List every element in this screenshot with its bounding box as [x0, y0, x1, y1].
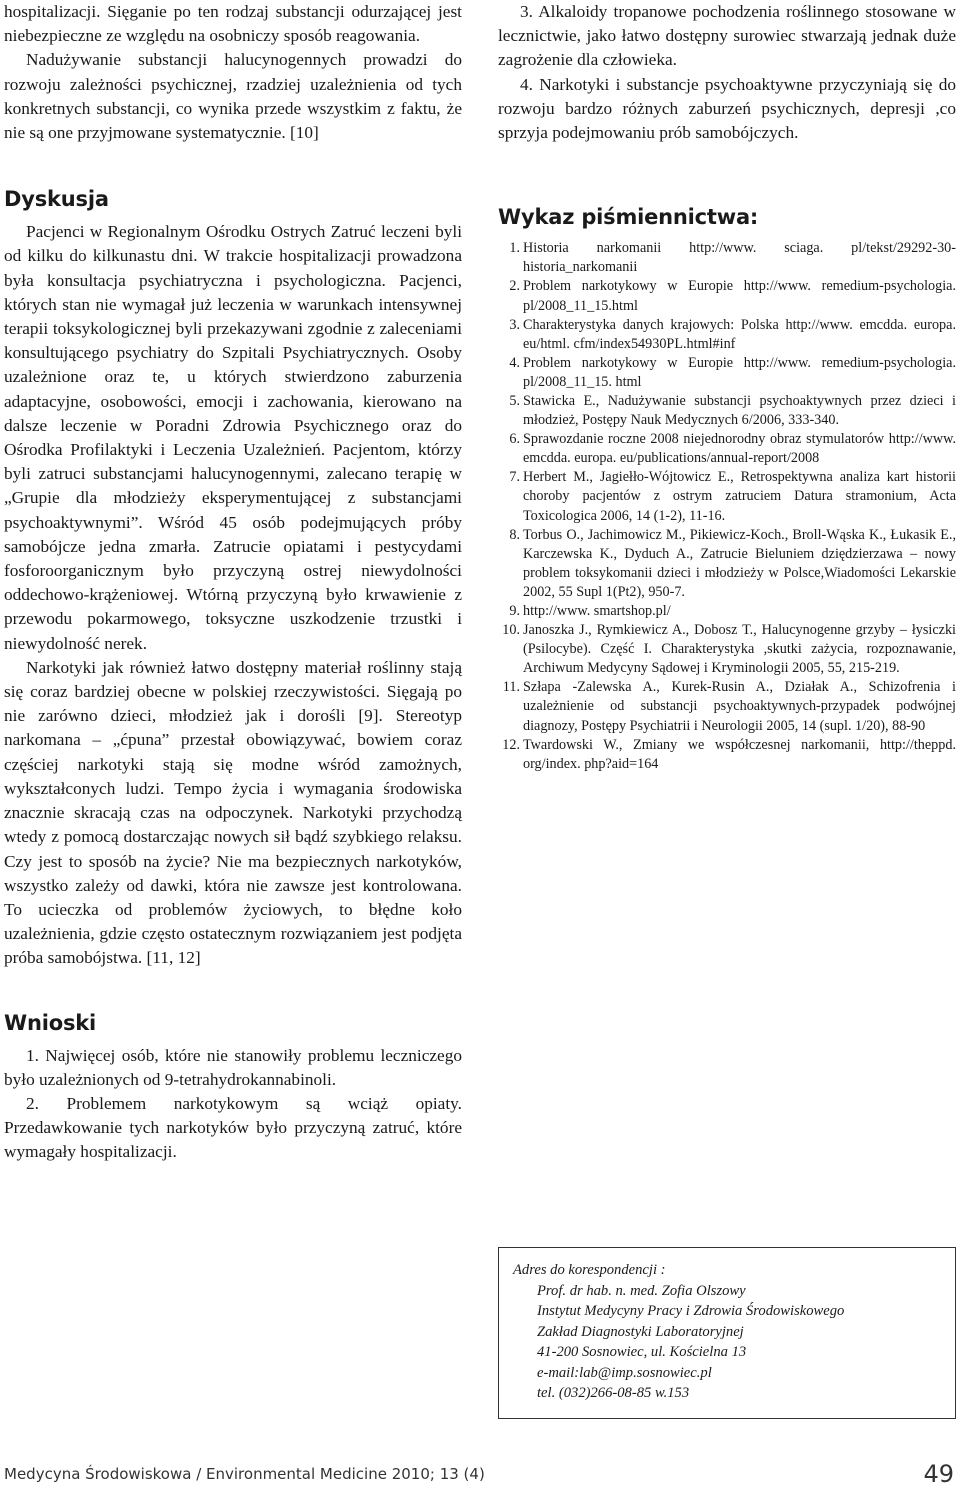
- page-number: 49: [923, 1460, 954, 1488]
- reference-item: [498, 354, 956, 392]
- correspondence-name: Prof. dr hab. n. med. Zofia Olszowy: [537, 1282, 746, 1299]
- reference-text: Szłapa -Zalewska A., Kurek-Rusin A., Działak A., Schizofrenia i uzależnienie od substancji psychoaktywnych-przypadek podwójnej diagnozy, Postępy Psychiatrii i Neurologii 2005, 14 (supl. 1/20), 88-90: [523, 679, 956, 734]
- reference-number: 12.: [502, 736, 520, 753]
- reference-text: Historia narkomanii http://www. sciaga. pl/tekst/29292-30-historia_narkomanii: [523, 240, 956, 276]
- reference-text: Sprawozdanie roczne 2008 niejednorodny obraz stymulatorów http://www. emcdda. europa. eu/publications/annual-report/2008: [523, 431, 956, 467]
- reference-item: [498, 736, 956, 774]
- reference-number: 2.: [509, 278, 520, 295]
- reference-item: [498, 392, 956, 430]
- reference-text: Janoszka J., Rymkiewicz A., Dobosz T., Halucynogenne grzyby – łysiczki (Psilocybe). Część I. Charakterystyka ,skutki zażycia, rozpoznawanie, Archiwum Medycyny Sądowej i Kryminologii 2005, 55, 215-219.: [523, 622, 956, 677]
- correspondence-phone: tel. (032)266-08-85 w.153: [537, 1385, 690, 1401]
- reference-number: 11.: [502, 679, 520, 696]
- reference-number: 8.: [509, 526, 520, 543]
- reference-number: 10.: [502, 622, 520, 639]
- reference-text: Twardowski W., Zmiany we współczesnej narkomanii, http://theppd. org/index. php?aid=164: [523, 736, 956, 772]
- journal-footer: Medycyna Środowiskowa / Environmental Medicine 2010; 13 (4): [4, 1465, 485, 1483]
- left-column: [4, 0, 462, 1165]
- reference-item: [498, 277, 956, 315]
- conclusions-heading: Wnioski: [4, 1010, 97, 1035]
- correspondence-department: Zakład Diagnostyki Laboratoryjnej: [537, 1323, 744, 1340]
- reference-item: [498, 678, 956, 735]
- reference-number: 5.: [509, 392, 520, 409]
- reference-item: [498, 526, 956, 602]
- reference-text: http://www. smartshop.pl/: [523, 603, 671, 619]
- reference-number: 9.: [509, 603, 520, 619]
- reference-item: [498, 468, 956, 525]
- conclusion-2: 2. Problemem narkotykowym są wciąż opiaty. Przedawkowanie tych narkotyków było przyczyną zatruć, które wymagały hospitalizacji.: [4, 1093, 462, 1162]
- reference-number: 3.: [509, 316, 520, 333]
- reference-text: Stawicka E., Nadużywanie substancji psychoaktywnych przez dzieci i młodzież, Postępy Nauk Medycznych 6/2006, 333-340.: [523, 392, 956, 429]
- reference-item: [498, 430, 956, 468]
- reference-number: 6.: [509, 431, 520, 448]
- correspondence-address: 41-200 Sosnowiec, ul. Kościelna 13: [537, 1344, 747, 1360]
- discussion-heading: Dyskusja: [4, 187, 109, 212]
- reference-item: [498, 316, 956, 354]
- intro-paragraph-2: Nadużywanie substancji halucynogennych prowadzi do rozwoju zależności psychicznej, rzadziej uzależnienia od tych konkretnych substancji, co wynika przede wszystkim z faktu, że nie są one przyjmowane systematycznie. [10]: [4, 50, 462, 143]
- references-list: [498, 239, 956, 774]
- correspondence-institute: Instytut Medycyny Pracy i Zdrowia Środowiskowego: [537, 1303, 845, 1319]
- discussion-paragraph-1: Pacjenci w Regionalnym Ośrodku Ostrych Zatruć leczeni byli od kilku do kilkunastu dni. W trakcie hospitalizacji prowadzona była konsultacja psychiatryczna i psychologiczna. Pacjenci, których stan nie wymagał już leczenia w warunkach intensywnej terapii toksykologicznej byli przekazywani zgodnie z zaleceniami konsultującego psychiatry do Szpitali Psychiatrycznych. Osoby uzależnione oraz te, u których stwierdzono zaburzenia adaptacyjne, osobowości, emocji i zachowania, kierowano na dalsze leczenie w Poradni Zdrowia Psychicznego oraz do Ośrodka Profilaktyki i Leczenia Uzależnień. Pacjentom, którzy byli zatruci substancjami halucynogennymi, zalecano terapię w „Grupie dla młodzieży eksperymentującej z substancjami psychoaktywnymi”. Wśród 45 osób podejmujących próby samobójcze jedna zmarła. Zatrucie opiatami i pestycydami fosforoorganicznym było przyczyną ostrej niewydolności oddechowo-krążeniowej. Wtórną przyczyną było krwawienie z przewodu pokarmowego, toksyczne uszkodzenie trzustki i niewydolność nerek.: [4, 222, 462, 653]
- correspondence-label: Adres do korespondencji :: [513, 1262, 666, 1278]
- reference-text: Problem narkotykowy w Europie http://www. remedium-psychologia. pl/2008_11_15.html: [523, 278, 956, 314]
- reference-text: Herbert M., Jagiełło-Wójtowicz E., Retrospektywna analiza kart historii choroby pacjentów z ostrym zatruciem Datura stramonium, Acta Toxicologica 2006, 14 (1-2), 11-16.: [523, 469, 956, 524]
- reference-text: Torbus O., Jachimowicz M., Pikiewicz-Koch., Broll-Wąska K., Łukasik E., Karczewska K., Dyduch A., Zatrucie Bieluniem dziędzierzawa – nowy problem toksykomanii dzieci i młodzieży w Polsce,Wiadomości Lekarskie 2002, 55 Supl 1(Pt2), 950-7.: [523, 526, 956, 600]
- intro-paragraph-1: hospitalizacji. Sięganie po ten rodzaj substancji odurzającej jest niebezpieczne ze względu na osobniczy sposób reagowania.: [4, 2, 462, 46]
- reference-number: 1.: [509, 240, 520, 257]
- references-heading: Wykaz piśmiennictwa:: [498, 205, 759, 230]
- reference-text: Charakterystyka danych krajowych: Polska http://www. emcdda. europa. eu/html. cfm/index54930PL.html#inf: [523, 316, 956, 352]
- conclusion-1: 1. Najwięcej osób, które nie stanowiły problemu leczniczego było uzależnionych od 9-tetrahydrokannabinoli.: [4, 1045, 462, 1089]
- reference-number: 4.: [509, 354, 520, 371]
- reference-text: Problem narkotykowy w Europie http://www. remedium-psychologia. pl/2008_11_15. html: [523, 354, 956, 390]
- conclusion-3: 3. Alkaloidy tropanowe pochodzenia roślinnego stosowane w lecznictwie, jako łatwo dostępny surowiec stwarzają jednak duże zagrożenie dla człowieka.: [498, 2, 956, 70]
- correspondence-email: e-mail:lab@imp.sosnowiec.pl: [537, 1364, 712, 1381]
- correspondence-box: [498, 1247, 956, 1419]
- conclusion-4: 4. Narkotyki i substancje psychoaktywne przyczyniają się do rozwoju bardzo różnych zaburzeń psychicznych, depresji ,co sprzyja podejmowaniu prób samobójczych.: [498, 74, 956, 143]
- discussion-paragraph-2: Narkotyki jak również łatwo dostępny materiał roślinny stają się coraz bardziej obecne w polskiej rzeczywistości. Sięgają po nie zarówno dzieci, młodzież jak i dorośli [9]. Stereotyp narkomana – „ćpuna” przestał obowiązywać, bowiem coraz częściej narkotyki stają się modne wśród zamożnych, wykształconych ludzi. Tempo życia i wymagania środowiska znacznie skracają czas na odpoczynek. Narkotyki przychodzą wtedy z pomocą dostarczając nowych sił bądź szybkiego relaksu. Czy jest to sposób na życie? Nie ma bezpiecznych narkotyków, wszystko zależy od dawki, która nie zawsze jest kontrolowana. To ucieczka od problemów życiowych, to błędne koło uzależnienia, gdzie często ostatecznym rozwiązaniem jest podjęta próba samobójstwa. [11, 12]: [4, 657, 462, 968]
- right-column: [498, 0, 956, 774]
- reference-number: 7.: [509, 469, 520, 486]
- reference-item: [498, 602, 956, 621]
- reference-item: [498, 621, 956, 678]
- reference-item: [498, 239, 956, 277]
